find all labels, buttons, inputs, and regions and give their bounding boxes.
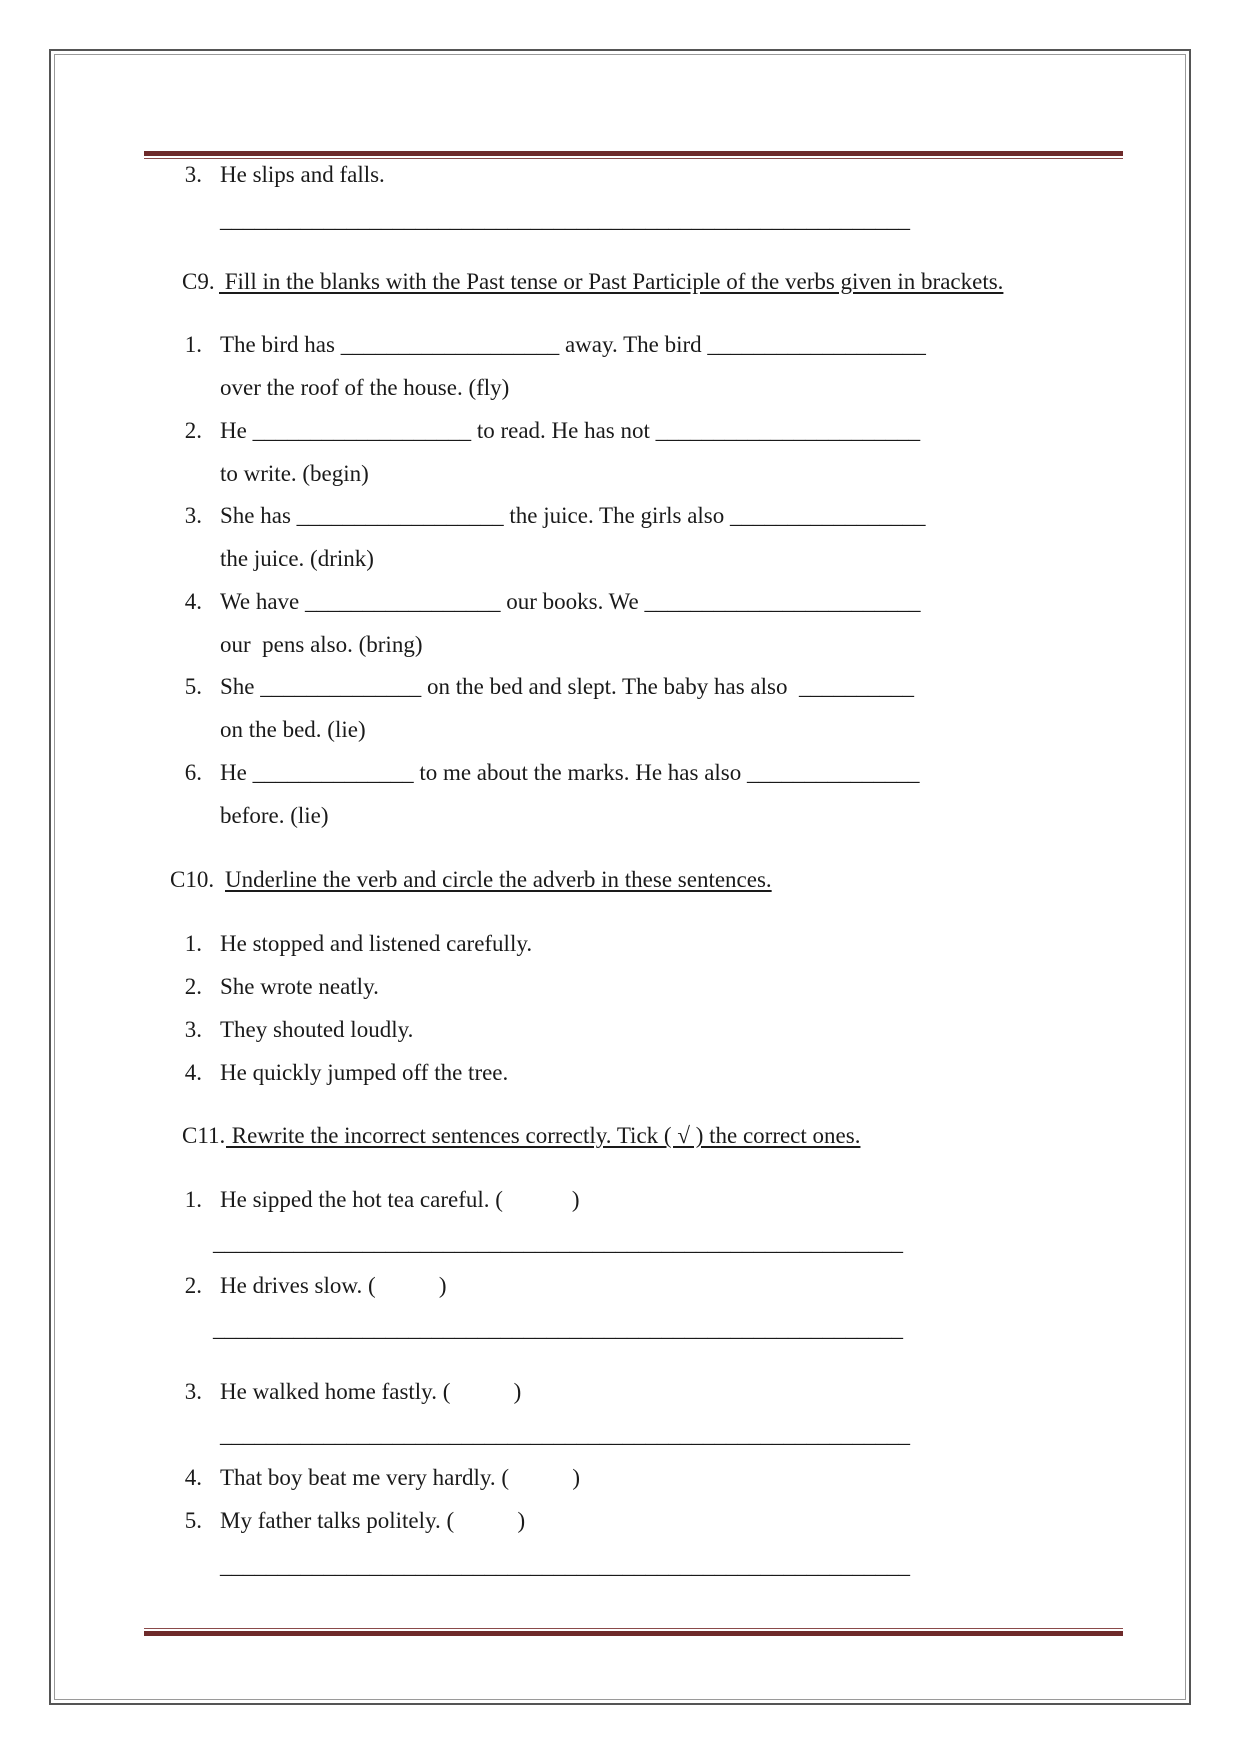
section-instruction-c10: Underline the verb and circle the adverb in these sentences. (225, 867, 772, 892)
fill-blank-line: the juice. (drink) (220, 546, 374, 571)
sentence: He quickly jumped off the tree. (220, 1060, 509, 1085)
fill-blank-line: on the bed. (lie) (220, 717, 366, 742)
fill-blank-line: He ___________________ to read. He has not _______________________ (220, 418, 921, 443)
sentence: He sipped the hot tea careful. ( ) (220, 1187, 580, 1212)
answer-line: ____________________________________________________________ (213, 1230, 903, 1255)
sentence: He stopped and listened carefully. (220, 931, 533, 956)
fill-blank-line: She has __________________ the juice. The girls also _________________ (220, 503, 926, 528)
section-label-c11: C11. (182, 1123, 226, 1148)
list-number: 2. (184, 974, 202, 999)
list-number: 4. (184, 1060, 202, 1085)
fill-blank-line: our pens also. (bring) (220, 632, 423, 657)
list-number: 6. (184, 760, 202, 785)
fill-blank-line: over the roof of the house. (fly) (220, 375, 510, 400)
sentence: My father talks politely. ( ) (220, 1508, 526, 1533)
list-number: 2. (184, 1273, 202, 1298)
list-number: 1. (184, 1187, 202, 1212)
sentence: That boy beat me very hardly. ( ) (220, 1465, 581, 1490)
sentence: She wrote neatly. (220, 974, 379, 999)
sentence: He slips and falls. (220, 162, 385, 187)
list-number: 4. (184, 1465, 202, 1490)
answer-line: ____________________________________________________________ (213, 1316, 903, 1341)
answer-line: ____________________________________________________________ (220, 207, 910, 232)
section-label-c9: C9. (182, 269, 215, 294)
fill-blank-line: before. (lie) (220, 803, 329, 828)
fill-blank-line: We have _________________ our books. We ________________________ (220, 589, 921, 614)
list-number: 1. (184, 332, 202, 357)
section-instruction-c9: Fill in the blanks with the Past tense or Past Participle of the verbs given in brackets. (219, 269, 1004, 294)
list-number: 2. (184, 418, 202, 443)
fill-blank-line: She ______________ on the bed and slept. The baby has also __________ (220, 674, 914, 699)
sentence: He walked home fastly. ( ) (220, 1379, 522, 1404)
list-number: 3. (184, 1017, 202, 1042)
answer-line: ____________________________________________________________ (220, 1553, 910, 1578)
list-number: 1. (184, 931, 202, 956)
list-number: 5. (184, 1508, 202, 1533)
list-number: 3. (184, 162, 202, 187)
fill-blank-line: to write. (begin) (220, 461, 369, 486)
sentence: He drives slow. ( ) (220, 1273, 447, 1298)
sentence: They shouted loudly. (220, 1017, 414, 1042)
section-instruction-c11: Rewrite the incorrect sentences correctly. Tick ( √ ) the correct ones. (226, 1123, 861, 1148)
answer-line: ____________________________________________________________ (220, 1422, 910, 1447)
list-number: 4. (184, 589, 202, 614)
list-number: 3. (184, 503, 202, 528)
section-label-c10: C10. (170, 867, 215, 892)
fill-blank-line: The bird has ___________________ away. The bird ___________________ (220, 332, 926, 357)
list-number: 5. (184, 674, 202, 699)
fill-blank-line: He ______________ to me about the marks. He has also _______________ (220, 760, 920, 785)
list-number: 3. (184, 1379, 202, 1404)
